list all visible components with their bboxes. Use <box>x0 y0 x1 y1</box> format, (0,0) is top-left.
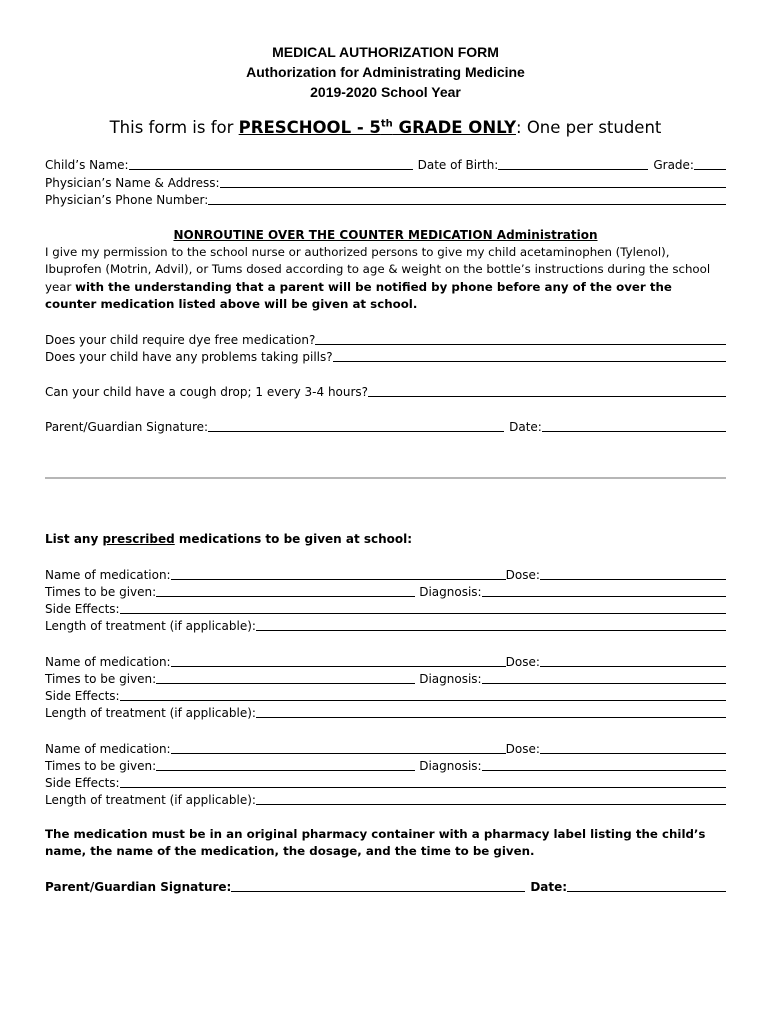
length-row <box>45 791 726 807</box>
scope-grade-suffix: GRADE ONLY <box>392 118 517 137</box>
length-row <box>45 617 726 633</box>
side-effects-label: Side Effects: <box>45 602 120 616</box>
length-label: Length of treatment (if applicable): <box>45 706 256 720</box>
otc-heading <box>45 227 726 244</box>
times-row <box>45 670 726 686</box>
length-label: Length of treatment (if applicable): <box>45 793 256 807</box>
medication-row <box>45 566 726 582</box>
diagnosis-label: Diagnosis: <box>419 759 482 773</box>
medication-field[interactable] <box>171 654 506 667</box>
times-label: Times to be given: <box>45 585 157 599</box>
dose-field[interactable] <box>540 741 726 754</box>
medication-label: Name of medication: <box>45 742 171 756</box>
length-field[interactable] <box>256 792 726 805</box>
diagnosis-label: Diagnosis: <box>419 585 482 599</box>
scope-grade-sup: th <box>380 118 393 130</box>
dose-field[interactable] <box>540 567 726 580</box>
cough-drop-label: Can your child have a cough drop; 1 every 3-4 hours? <box>45 385 369 399</box>
scope-grade: PRESCHOOL - 5 <box>238 118 381 137</box>
prescribed-signature-label: Parent/Guardian Signature: <box>45 880 232 894</box>
prescribed-heading-underlined: prescribed <box>102 532 175 546</box>
times-field[interactable] <box>156 671 415 684</box>
length-field[interactable] <box>256 705 726 718</box>
diagnosis-field[interactable] <box>482 758 726 771</box>
side-effects-label: Side Effects: <box>45 776 120 790</box>
prescribed-heading-post: medications to be given at school: <box>174 532 413 546</box>
medication-field[interactable] <box>171 741 506 754</box>
dob-label: Date of Birth: <box>417 158 499 172</box>
side-effects-field[interactable] <box>120 775 726 788</box>
child-name-label: Child’s Name: <box>45 158 129 172</box>
otc-body-bold: with the understanding that a parent will be notified by phone before any of the over the counter medication listed above will be given at school. <box>45 279 672 311</box>
otc-body-plain: I give my permission to the school nurse or authorized persons to give my child acetaminophen (Tylenol), Ibuprofen (Motrin, Advil), or Tums dosed according to age & weight on the bottle’s instructions during the school year <box>45 245 711 294</box>
physician-name-row <box>45 174 726 190</box>
times-row <box>45 757 726 773</box>
dye-free-label: Does your child require dye free medication? <box>45 333 316 347</box>
section-divider <box>45 477 726 479</box>
medication-label: Name of medication: <box>45 568 171 582</box>
prescribed-signature-row <box>45 878 726 894</box>
medication-label: Name of medication: <box>45 655 171 669</box>
diagnosis-field[interactable] <box>482 671 726 684</box>
otc-date-label: Date: <box>509 420 542 434</box>
school-year: 2019-2020 School Year <box>310 84 461 100</box>
times-field[interactable] <box>156 584 415 597</box>
side-effects-row <box>45 600 726 616</box>
medication-field[interactable] <box>171 567 506 580</box>
otc-signature-label: Parent/Guardian Signature: <box>45 420 209 434</box>
dye-free-field[interactable] <box>315 332 726 345</box>
length-label: Length of treatment (if applicable): <box>45 619 256 633</box>
pills-row <box>45 348 726 364</box>
child-name-field[interactable] <box>129 157 413 170</box>
prescribed-date-field[interactable] <box>567 879 726 892</box>
dose-label: Dose: <box>505 655 540 669</box>
times-label: Times to be given: <box>45 672 157 686</box>
diagnosis-field[interactable] <box>482 584 726 597</box>
times-label: Times to be given: <box>45 759 157 773</box>
dob-field[interactable] <box>498 157 648 170</box>
physician-name-field[interactable] <box>220 175 726 188</box>
medication-row <box>45 653 726 669</box>
otc-permission-text <box>45 244 726 313</box>
pills-field[interactable] <box>333 349 726 362</box>
otc-heading-text: NONROUTINE OVER THE COUNTER MEDICATION Administration <box>173 228 598 242</box>
dye-free-row <box>45 331 726 347</box>
physician-phone-label: Physician’s Phone Number: <box>45 193 209 207</box>
otc-signature-field[interactable] <box>208 419 504 432</box>
physician-name-label: Physician’s Name & Address: <box>45 176 220 190</box>
prescribed-heading <box>45 531 726 548</box>
scope-suffix: : One per student <box>516 118 662 137</box>
side-effects-row <box>45 687 726 703</box>
side-effects-label: Side Effects: <box>45 689 120 703</box>
form-title: MEDICAL AUTHORIZATION FORM <box>272 44 499 60</box>
dose-label: Dose: <box>505 568 540 582</box>
physician-phone-field[interactable] <box>208 192 726 205</box>
length-row <box>45 704 726 720</box>
cough-drop-field[interactable] <box>368 384 726 397</box>
form-scope <box>45 118 726 137</box>
side-effects-field[interactable] <box>120 688 726 701</box>
grade-field[interactable] <box>694 157 726 170</box>
pills-label: Does your child have any problems taking pills? <box>45 350 333 364</box>
physician-phone-row <box>45 191 726 207</box>
otc-date-field[interactable] <box>542 419 726 432</box>
medication-row <box>45 740 726 756</box>
form-subtitle: Authorization for Administrating Medicine <box>246 64 525 80</box>
dose-field[interactable] <box>540 654 726 667</box>
length-field[interactable] <box>256 618 726 631</box>
grade-label: Grade: <box>653 158 694 172</box>
scope-prefix: This form is for <box>109 118 239 137</box>
container-notice: The medication must be in an original pharmacy container with a pharmacy label listing the child’s name, the name of the medication, the dosage, and the time to be given. <box>45 827 706 859</box>
times-field[interactable] <box>156 758 415 771</box>
prescribed-date-label: Date: <box>530 880 568 894</box>
otc-signature-row <box>45 418 726 434</box>
dose-label: Dose: <box>505 742 540 756</box>
child-info-row <box>45 156 726 172</box>
diagnosis-label: Diagnosis: <box>419 672 482 686</box>
side-effects-field[interactable] <box>120 601 726 614</box>
cough-drop-row <box>45 383 726 399</box>
prescribed-heading-pre: List any <box>45 532 103 546</box>
times-row <box>45 583 726 599</box>
prescribed-signature-field[interactable] <box>231 879 525 892</box>
side-effects-row <box>45 774 726 790</box>
